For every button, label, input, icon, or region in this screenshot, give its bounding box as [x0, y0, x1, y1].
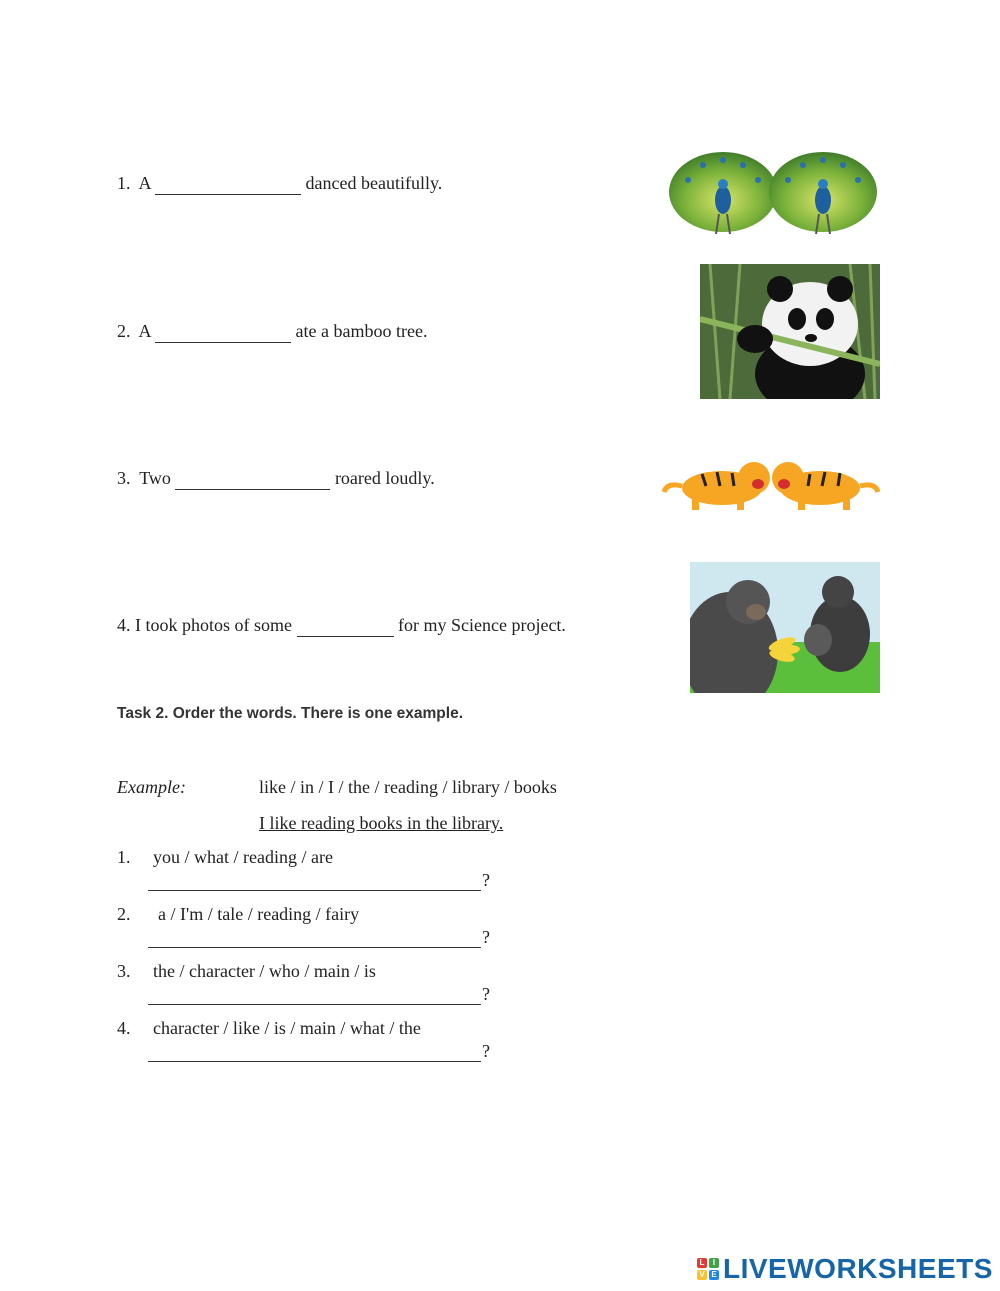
- answer-input-3[interactable]: [175, 469, 330, 490]
- task2-item-4-number: 4.: [117, 1018, 131, 1038]
- example-answer: I like reading books in the library.: [259, 813, 504, 833]
- order-answer-input-1[interactable]: [148, 870, 481, 891]
- question-mark: ?: [482, 870, 490, 890]
- task2-heading: Task 2. Order the words. There is one example.: [117, 705, 464, 722]
- task2-item-2-number: 2.: [117, 904, 131, 924]
- gorillas-picture: [690, 562, 880, 693]
- panda-picture: [700, 264, 880, 399]
- liveworksheets-logo: [697, 1252, 993, 1286]
- task2-item-4-words: character / like / is / main / what / the: [153, 1018, 421, 1038]
- tigers-picture: [662, 452, 880, 514]
- question-mark: ?: [482, 927, 490, 947]
- task2-item-3-number: 3.: [117, 961, 131, 981]
- peacocks-picture: [668, 150, 878, 240]
- brand-badge-icon: L I V E: [697, 1258, 719, 1280]
- brand-name: LIVEWORKSHEETS: [723, 1253, 993, 1284]
- question-mark: ?: [482, 984, 490, 1004]
- example-words: like / in / I / the / reading / library / books: [259, 777, 557, 797]
- answer-input-1[interactable]: [155, 174, 301, 195]
- order-answer-input-4[interactable]: [148, 1041, 481, 1062]
- order-answer-input-2[interactable]: [148, 927, 481, 948]
- task2-item-1-words: you / what / reading / are: [153, 847, 333, 867]
- order-answer-input-3[interactable]: [148, 984, 481, 1005]
- task1-item-2: 2. A ate a bamboo tree.: [117, 321, 428, 341]
- task2-item-2-words: a / I'm / tale / reading / fairy: [158, 904, 360, 924]
- task1-item-1: 1. A danced beautifully.: [117, 173, 443, 193]
- task2-item-1-number: 1.: [117, 847, 131, 867]
- example-label: Example:: [117, 777, 186, 797]
- task1-item-4: 4. I took photos of some for my Science project.: [117, 615, 566, 635]
- task1-item-3: 3. Two roared loudly.: [117, 468, 435, 488]
- answer-input-4[interactable]: [297, 616, 394, 637]
- answer-input-2[interactable]: [155, 322, 291, 343]
- question-mark: ?: [482, 1041, 490, 1061]
- task2-item-3-words: the / character / who / main / is: [153, 961, 376, 981]
